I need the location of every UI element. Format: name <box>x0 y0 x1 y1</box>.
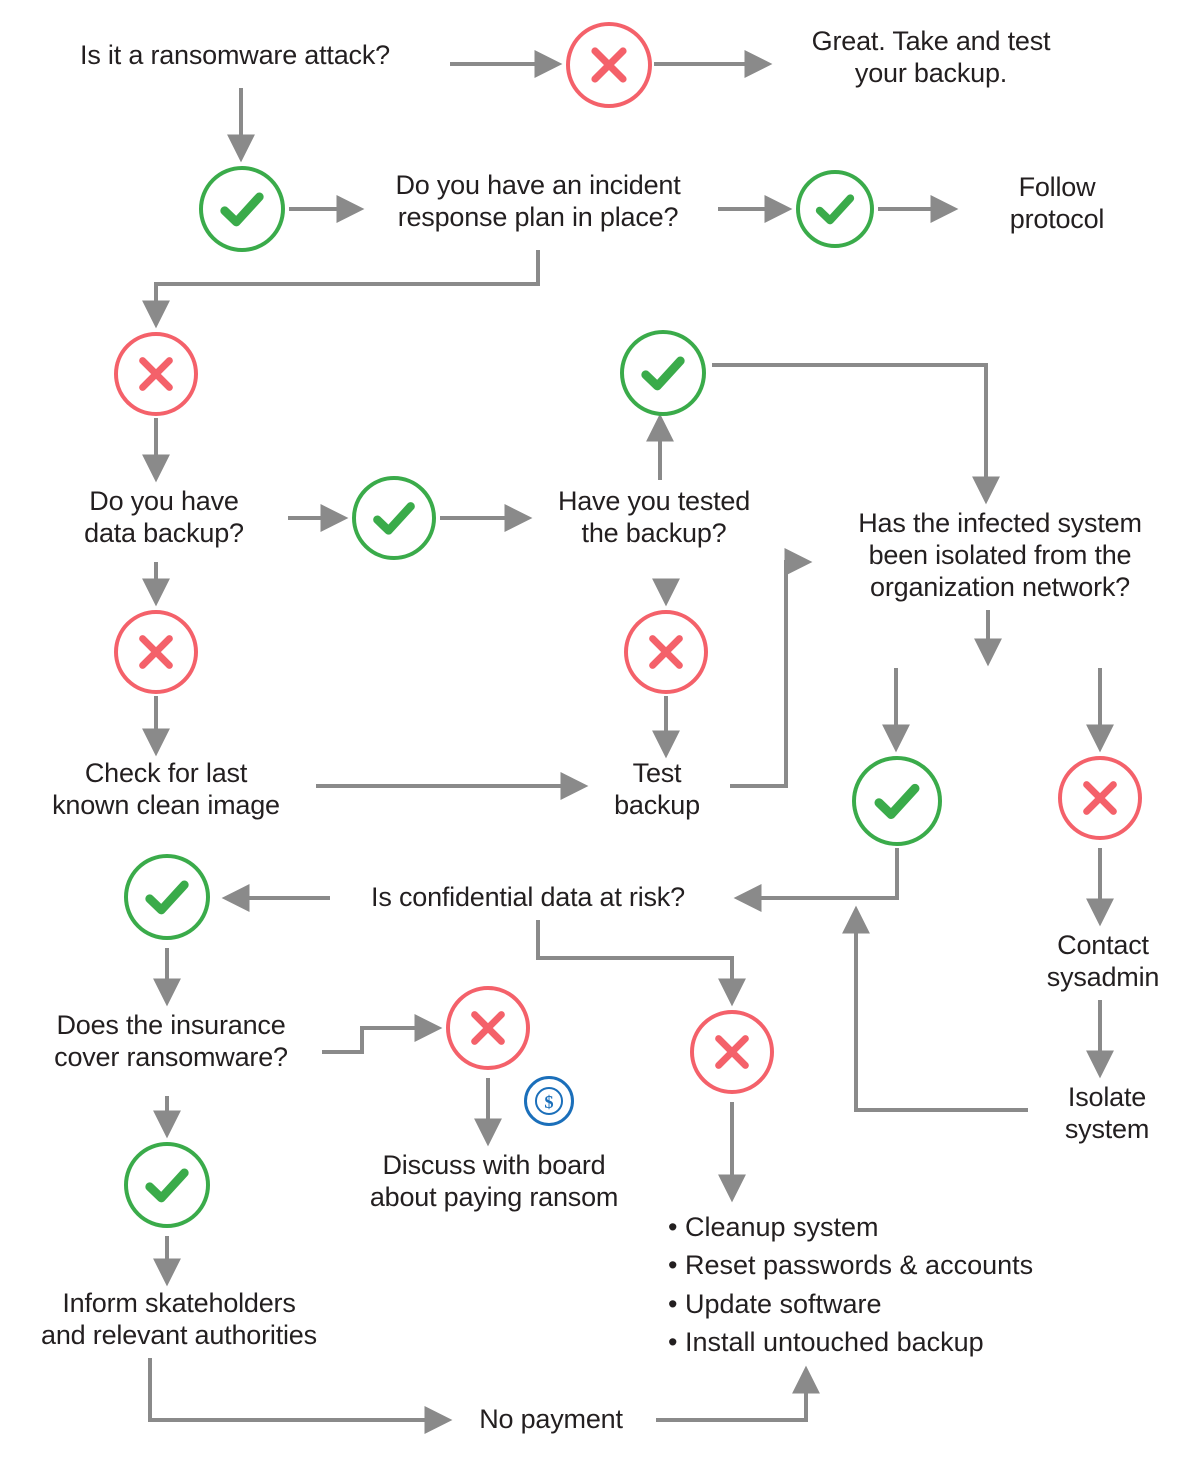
bullet-item: • Update software <box>668 1288 882 1319</box>
check-icon <box>796 170 874 248</box>
check-icon <box>199 166 285 252</box>
node-check-last-known-clean-image: Check for last known clean image <box>52 758 280 820</box>
cross-icon <box>114 332 198 416</box>
cross-icon <box>690 1010 774 1094</box>
node-great-take-test-backup: Great. Take and test your backup. <box>811 26 1051 88</box>
check-icon <box>124 1142 210 1228</box>
cross-icon <box>566 22 652 108</box>
cross-icon <box>1058 756 1142 840</box>
check-icon <box>620 330 706 416</box>
cross-icon <box>624 610 708 694</box>
bullet-item: • Install untouched backup <box>668 1326 984 1357</box>
check-icon <box>352 476 436 560</box>
dollar-icon <box>524 1076 574 1126</box>
svg-text:$: $ <box>544 1092 554 1113</box>
node-confidential-data-at-risk: Is confidential data at risk? <box>371 882 685 912</box>
node-no-payment: No payment <box>456 1404 646 1436</box>
node-incident-response-plan: Do you have an incident response plan in place? <box>395 170 681 232</box>
node-discuss-with-board: Discuss with board about paying ransom <box>369 1150 619 1212</box>
node-infected-system-isolated: Has the infected system been isolated from the organization network? <box>858 508 1142 602</box>
cross-icon <box>446 986 530 1070</box>
node-contact-sysadmin: Contact sysadmin <box>1046 930 1160 992</box>
check-icon <box>852 756 942 846</box>
node-insurance-cover-ransomware: Does the insurance cover ransomware? <box>54 1010 288 1072</box>
cross-icon <box>114 610 198 694</box>
node-inform-stakeholders: Inform skateholders and relevant authorities <box>41 1288 317 1350</box>
bullet-item: • Reset passwords & accounts <box>668 1250 1034 1281</box>
node-is-ransomware-attack: Is it a ransomware attack? <box>80 40 390 70</box>
node-have-you-tested-backup: Have you tested the backup? <box>557 486 751 548</box>
node-follow-protocol: Follow protocol <box>1009 172 1105 234</box>
bullet-item: • Cleanup system <box>668 1212 879 1242</box>
node-do-you-have-data-backup: Do you have data backup? <box>84 486 244 548</box>
node-isolate-system: Isolate system <box>1064 1082 1150 1144</box>
check-icon <box>124 854 210 940</box>
remediation-bullet-list <box>668 1208 1033 1361</box>
node-test-backup: Test backup <box>614 758 700 820</box>
